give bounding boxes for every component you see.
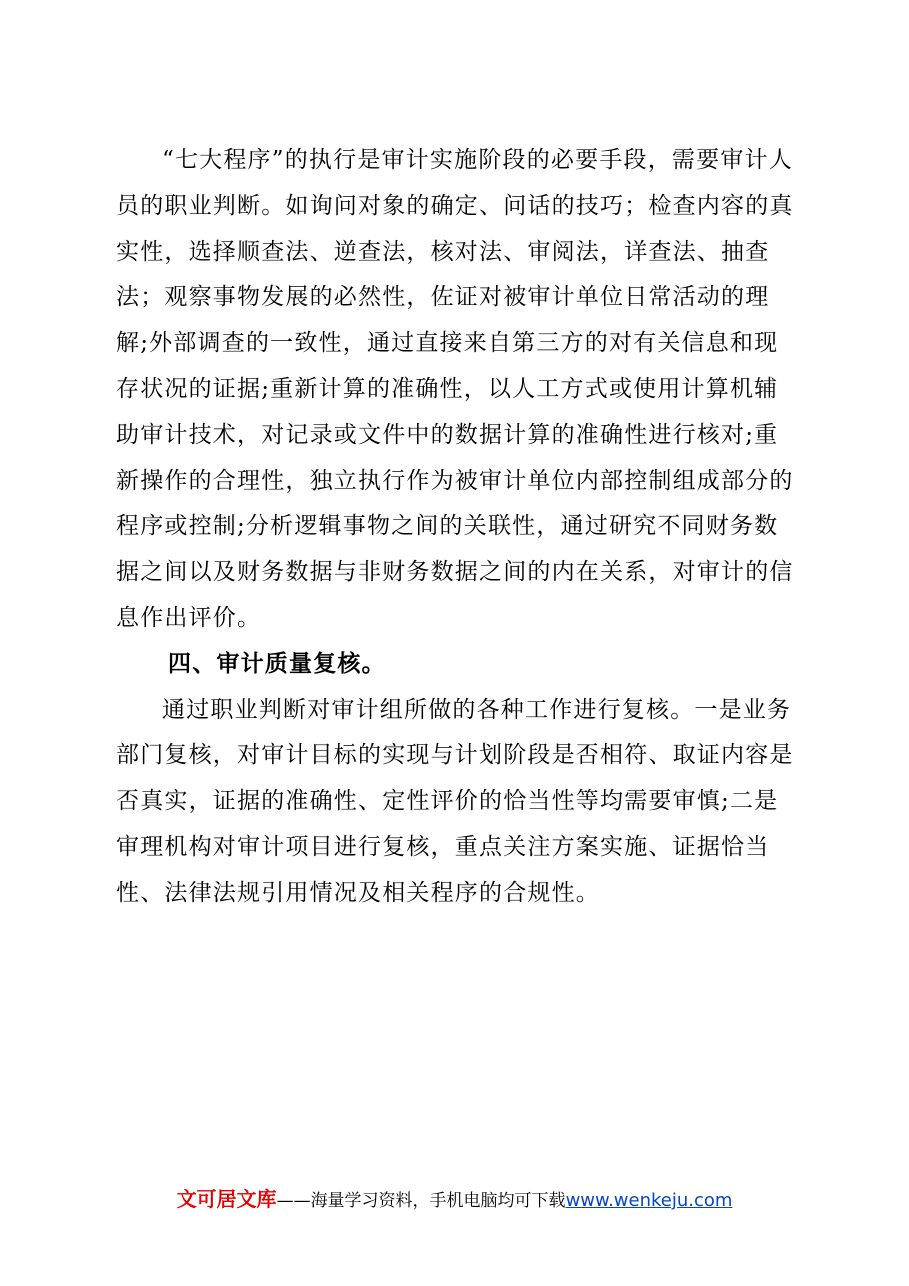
section-heading: 四、审计质量复核。 [168,650,386,677]
document-body [116,138,796,917]
footer-tagline: ——海量学习资料，手机电脑均可下载 [276,1191,566,1211]
footer-brand: 文可居文库 [176,1187,277,1211]
paragraph-quality-review: 通过职业判断对审计组所做的各种工作进行复核。一是业务部门复核，对审计目标的实现与计划阶段是否相符、取证内容是否真实，证据的准确性、定性评价的恰当性等均需要审慎;二是审理机构对审计项目进行复核，重点关注方案实施、证据恰当性、法律法规引用情况及相关程序的合规性。 [116,696,794,906]
footer-url-link[interactable]: www.wenkeju.com [565,1190,733,1211]
footer-banner [0,1183,909,1212]
paragraph-seven-procedures: “七大程序”的执行是审计实施阶段的必要手段，需要审计人员的职业判断。如询问对象的确定、问话的技巧；检查内容的真实性，选择顺查法、逆查法，核对法、审阅法，详查法、抽查法；观察事物发展的必然性，佐证对被审计单位日常活动的理解;外部调查的一致性，通过直接来自第三方的对有关信息和现存状况的证据;重新计算的准确性，以人工方式或使用计算机辅助审计技术，对记录或文件中的数据计算的准确性进行核对;重新操作的合理性，独立执行作为被审计单位内部控制组成部分的程序或控制;分析逻辑事物之间的关联性，通过研究不同财务数据之间以及财务数据与非财务数据之间的内在关系，对审计的信息作出评价。 [116,147,794,631]
